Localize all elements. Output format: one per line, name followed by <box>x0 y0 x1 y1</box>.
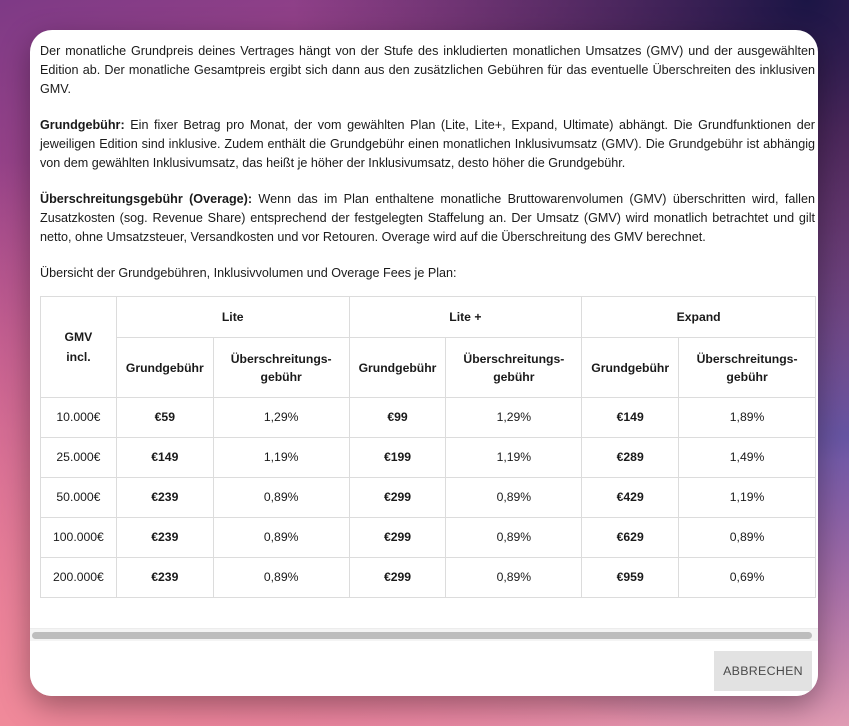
lite-plus-base-cell: €99 <box>349 398 446 438</box>
table-row <box>41 438 816 478</box>
lite-plus-overage-cell: 0,89% <box>446 558 582 598</box>
base-fee-paragraph <box>40 116 815 173</box>
expand-base-cell: €629 <box>582 518 679 558</box>
overage-label: Überschreitungsgebühr (Overage): <box>40 192 253 206</box>
table-intro-text: Übersicht der Grundgebühren, Inklusivvolumen und Overage Fees je Plan: <box>40 266 457 280</box>
table-row <box>41 478 816 518</box>
plan-header-lite: Lite <box>116 297 349 338</box>
lite-plus-base-cell: €299 <box>349 478 446 518</box>
table-row <box>41 518 816 558</box>
expand-base-cell: €289 <box>582 438 679 478</box>
plan-header-lite-plus: Lite + <box>349 297 582 338</box>
cancel-button[interactable]: ABBRECHEN <box>714 651 812 691</box>
gmv-cell: 10.000€ <box>41 398 117 438</box>
overage-paragraph <box>40 190 815 247</box>
base-fee-text: Ein fixer Betrag pro Monat, der vom gewählten Plan (Lite, Lite+, Expand, Ultimate) abhängt. Die Grundfunktionen der jeweiligen Edition sind inklusive. Zudem enthält die Grundgebühr einen monatlichen Inklusivumsatz (GMV). Die Grundgebühr ist abhängig von dem gewählten Inklusivumsatz, das heißt je höher der Inklusivumsatz, desto höher die Grundgebühr. <box>40 118 815 170</box>
dialog-footer <box>30 641 818 696</box>
expand-overage-cell: 1,89% <box>679 398 816 438</box>
base-fee-label: Grundgebühr: <box>40 118 125 132</box>
expand-overage-cell: 1,19% <box>679 478 816 518</box>
overage-text: Wenn das im Plan enthaltene monatliche Bruttowarenvolumen (GMV) überschritten wird, fallen Zusatzkosten (sog. Revenue Share) entsprechend der festgelegten Staffelung an. Der Umsatz (GMV) wird monatlich betrachtet und gilt netto, ohne Umsatzsteuer, Versandkosten und vor Retouren. Overage wird auf die Überschreitung des GMV berechnet. <box>40 192 815 244</box>
plan-header-expand: Expand <box>582 297 816 338</box>
dialog-content <box>30 30 818 628</box>
gmv-cell: 50.000€ <box>41 478 117 518</box>
lite-overage-cell: 0,89% <box>213 478 349 518</box>
lite-plus-base-cell: €199 <box>349 438 446 478</box>
base-fee-header-expand: Grundgebühr <box>582 338 679 398</box>
lite-base-cell: €239 <box>116 478 213 518</box>
expand-base-cell: €959 <box>582 558 679 598</box>
pricing-info-dialog <box>30 30 818 696</box>
expand-overage-cell: 0,89% <box>679 518 816 558</box>
gmv-header: GMV incl. <box>41 297 117 398</box>
scrollbar-thumb[interactable] <box>32 632 812 639</box>
pricing-table <box>40 296 816 598</box>
horizontal-scrollbar[interactable] <box>30 628 818 641</box>
lite-base-cell: €149 <box>116 438 213 478</box>
table-row <box>41 558 816 598</box>
lite-plus-overage-cell: 0,89% <box>446 478 582 518</box>
lite-overage-cell: 0,89% <box>213 518 349 558</box>
table-header-row-fees <box>41 338 816 398</box>
lite-plus-base-cell: €299 <box>349 558 446 598</box>
overage-header-lite-plus: Überschreitungs- gebühr <box>446 338 582 398</box>
lite-base-cell: €239 <box>116 518 213 558</box>
base-fee-header-lite: Grundgebühr <box>116 338 213 398</box>
gmv-cell: 100.000€ <box>41 518 117 558</box>
lite-plus-overage-cell: 1,29% <box>446 398 582 438</box>
base-fee-header-lite-plus: Grundgebühr <box>349 338 446 398</box>
expand-base-cell: €149 <box>582 398 679 438</box>
lite-base-cell: €239 <box>116 558 213 598</box>
overage-header-lite: Überschreitungs- gebühr <box>213 338 349 398</box>
gmv-cell: 200.000€ <box>41 558 117 598</box>
gmv-cell: 25.000€ <box>41 438 117 478</box>
lite-overage-cell: 1,29% <box>213 398 349 438</box>
expand-overage-cell: 1,49% <box>679 438 816 478</box>
overage-header-expand: Überschreitungs- gebühr <box>679 338 816 398</box>
lite-plus-overage-cell: 0,89% <box>446 518 582 558</box>
table-row <box>41 398 816 438</box>
lite-overage-cell: 0,89% <box>213 558 349 598</box>
expand-overage-cell: 0,69% <box>679 558 816 598</box>
intro-paragraph: Der monatliche Grundpreis deines Vertrages hängt von der Stufe des inkludierten monatlichen Umsatzes (GMV) und der ausgewählten Edition ab. Der monatliche Gesamtpreis ergibt sich dann aus den zusätzlichen Gebühren für das eventuelle Überschreiten des inklusiven GMV. <box>40 44 815 96</box>
table-header-row-plans <box>41 297 816 338</box>
lite-overage-cell: 1,19% <box>213 438 349 478</box>
lite-plus-overage-cell: 1,19% <box>446 438 582 478</box>
expand-base-cell: €429 <box>582 478 679 518</box>
lite-plus-base-cell: €299 <box>349 518 446 558</box>
lite-base-cell: €59 <box>116 398 213 438</box>
